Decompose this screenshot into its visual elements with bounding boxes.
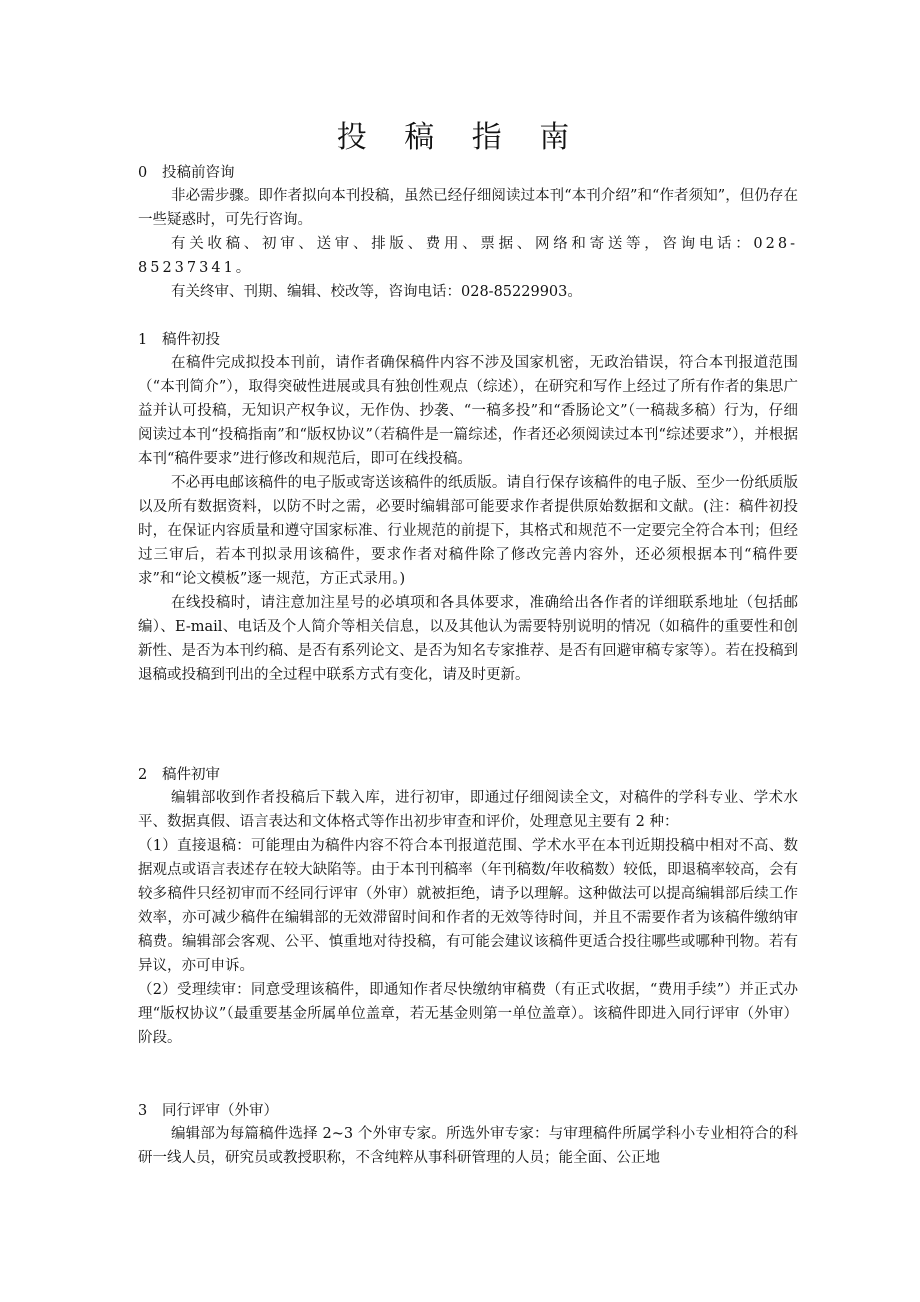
section-title: 同行评审（外审） xyxy=(162,1103,278,1119)
section-title: 投稿前咨询 xyxy=(162,165,235,181)
paragraph: （2）受理续审：同意受理该稿件，即通知作者尽快缴纳审稿费（有正式收据，“费用手续”）并正式办理“版权协议”（最重要基金所属单位盖章，若无基金则第一单位盖章）。该稿件即进入同行评审（外审）阶段。 xyxy=(138,982,798,1046)
section-number: 3 xyxy=(138,1103,148,1119)
paragraph: 在线投稿时，请注意加注星号的必填项和各具体要求，准确给出各作者的详细联系地址（包括邮编）、E-mail、电话及个人简介等相关信息，以及其他认为需要特别说明的情况（如稿件的重要性和创新性、是否为本刊约稿、是否有系列论文、是否为知名专家推荐、是否有回避审稿专家等）。若在投稿到退稿或投稿到刊出的全过程中联系方式有变化，请及时更新。 xyxy=(138,595,798,683)
section-heading xyxy=(138,162,798,184)
page-title: 投 稿 指 南 xyxy=(336,120,584,155)
paragraph: 编辑部收到作者投稿后下载入库，进行初审，即通过仔细阅读全文，对稿件的学科专业、学术水平、数据真假、语言表达和文体格式等作出初步审查和评价，处理意见主要有 2 种： xyxy=(138,790,798,830)
section-heading xyxy=(138,1100,798,1122)
paragraph: 有关终审、刊期、编辑、校改等，咨询电话：028-85229903。 xyxy=(171,284,582,300)
section-2 xyxy=(138,764,798,1050)
paragraph: 有关收稿、初审、送审、排版、费用、票据、网络和寄送等，咨询电话：028-85237341。 xyxy=(138,236,798,276)
section-0 xyxy=(138,162,798,304)
section-heading xyxy=(138,764,798,786)
section-number: 1 xyxy=(138,332,148,348)
section-number: 0 xyxy=(138,165,148,181)
paragraph: 编辑部为每篇稿件选择 2~3 个外审专家。所选外审专家：与审理稿件所属学科小专业相符合的科研一线人员，研究员或教授职称，不含纯粹从事科研管理的人员；能全面、公正地 xyxy=(138,1126,798,1166)
section-3 xyxy=(138,1100,798,1170)
paragraph: （1）直接退稿：可能理由为稿件内容不符合本刊报道范围、学术水平在本刊近期投稿中相对不高、数据观点或语言表述存在较大缺陷等。由于本刊刊稿率（年刊稿数/年收稿数）较低，即退稿率较高，会有较多稿件只经初审而不经同行评审（外审）就被拒绝，请予以理解。这种做法可以提高编辑部后续工作效率，亦可减少稿件在编辑部的无效滞留时间和作者的无效等待时间，并且不需要作者为该稿件缴纳审稿费。编辑部会客观、公平、慎重地对待投稿，有可能会建议该稿件更适合投往哪些或哪种刊物。若有异议，亦可申诉。 xyxy=(138,838,798,974)
section-1 xyxy=(138,329,798,687)
section-title: 稿件初投 xyxy=(162,332,220,348)
section-number: 2 xyxy=(138,767,148,783)
section-heading xyxy=(138,329,798,351)
section-title: 稿件初审 xyxy=(162,767,220,783)
paragraph: 不必再电邮该稿件的电子版或寄送该稿件的纸质版。请自行保存该稿件的电子版、至少一份纸质版以及所有数据资料，以防不时之需，必要时编辑部可能要求作者提供原始数据和文献。(注：稿件初投时，在保证内容质量和遵守国家标准、行业规范的前提下，其格式和规范不一定要完全符合本刊；但经过三审后，若本刊拟录用该稿件，要求作者对稿件除了修改完善内容外，还必须根据本刊“稿件要求”和“论文模板”逐一规范，方正式录用。) xyxy=(138,475,798,587)
paragraph: 在稿件完成拟投本刊前，请作者确保稿件内容不涉及国家机密，无政治错误，符合本刊报道范围（“本刊简介”），取得突破性进展或具有独创性观点（综述），在研究和写作上经过了所有作者的集思广益并认可投稿，无知识产权争议，无作伪、抄袭、“一稿多投”和“香肠论文”（一稿裁多稿）行为，仔细阅读过本刊“投稿指南”和“版权协议”（若稿件是一篇综述，作者还必须阅读过本刊“综述要求”），并根据本刊“稿件要求”进行修改和规范后，即可在线投稿。 xyxy=(138,355,798,467)
paragraph: 非必需步骤。即作者拟向本刊投稿，虽然已经仔细阅读过本刊“本刊介绍”和“作者须知”，但仍存在一些疑惑时，可先行咨询。 xyxy=(138,188,798,228)
